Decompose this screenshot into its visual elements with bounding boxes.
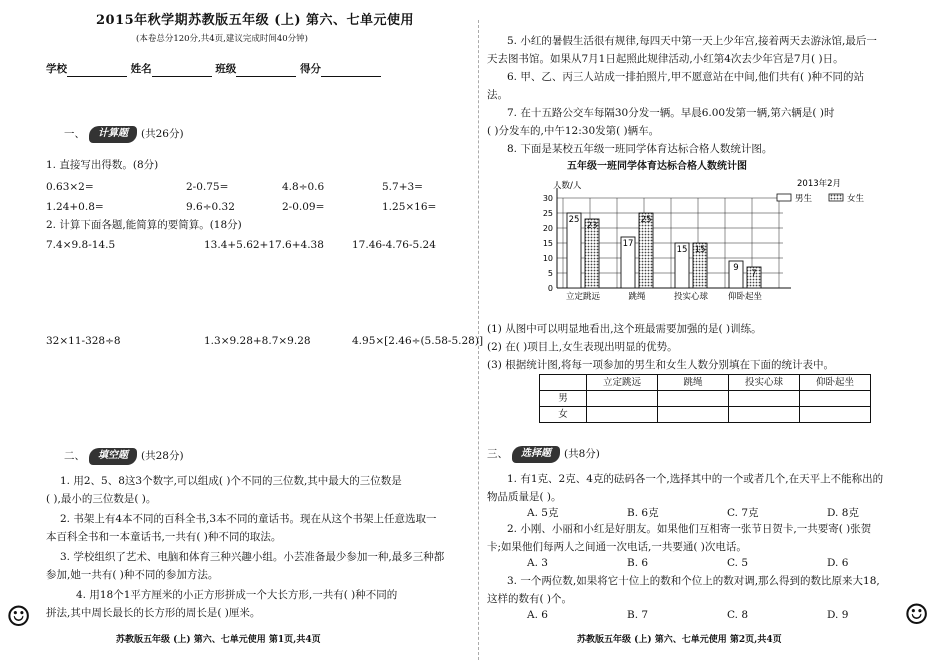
stats-table — [539, 374, 871, 423]
y-tick-label: 30 — [542, 194, 553, 203]
q2-item: 13.4+5.62+17.6+4.38 — [204, 239, 324, 251]
mascot-icon: ☺ — [6, 600, 32, 633]
data-label: 25 — [640, 215, 652, 225]
choice-option[interactable]: B. 7 — [627, 609, 649, 621]
q1-item: 4.8÷0.6 — [282, 181, 325, 193]
question-2: 2. 计算下面各题,能简算的要简算。(18分) — [46, 219, 242, 231]
left-column — [46, 0, 484, 672]
fill-question-3: 3. 学校组织了艺术、电脑和体育三种兴趣小组。小芸准备最少参加一种,最多三种都 — [60, 551, 445, 563]
y-tick-label: 20 — [542, 224, 553, 233]
data-label: 7 — [751, 269, 757, 279]
fill-question-6: 6. 甲、乙、丙三人站成一排拍照片,甲不愿意站在中间,他们共有( )种不同的站 — [507, 71, 865, 83]
choice-question-3b: 这样的数有( )个。 — [487, 593, 573, 605]
q1-item: 2-0.75= — [186, 181, 229, 193]
name-field[interactable] — [152, 66, 212, 77]
y-tick-label: 0 — [547, 284, 553, 293]
choice-option[interactable]: C. 8 — [727, 609, 749, 621]
chart-question-1: (1) 从图中可以明显地看出,这个班最需要加强的是( )训练。 — [487, 323, 762, 335]
table-cell[interactable] — [587, 407, 658, 423]
table-cell[interactable] — [729, 407, 800, 423]
q2-item: 4.95×[2.46÷(5.58-5.28)] — [352, 335, 484, 347]
data-label: 15 — [676, 245, 688, 255]
q2-item: 32×11-328÷8 — [46, 335, 121, 347]
fill-question-4b: 拼法,其中周长最长的长方形的周长是( )厘米。 — [46, 607, 261, 619]
info-row: 学校 姓名 班级 得分 — [46, 62, 381, 77]
legend-label: 女生 — [847, 194, 865, 204]
bar-chart — [527, 176, 917, 306]
fill-question-7: 7. 在十五路公交车每隔30分发一辆。早晨6.00发第一辆,第六辆是( )时 — [507, 107, 835, 119]
choice-option[interactable]: D. 8克 — [827, 507, 859, 519]
fill-question-2: 2. 书架上有4本不同的百科全书,3本不同的童话书。现在从这个书架上任意选取一 — [60, 513, 437, 525]
choice-question-1b: 物品质量是( )。 — [487, 491, 562, 503]
choice-option[interactable]: D. 9 — [827, 609, 849, 621]
table-row: 立定跳远 跳绳 投实心球 仰卧起坐 — [540, 375, 871, 391]
choice-option[interactable]: A. 6 — [527, 609, 548, 621]
q2-item: 1.3×9.28+8.7×9.28 — [204, 335, 311, 347]
section-2-header: 二、 填空题 (共28分) — [64, 448, 184, 465]
data-label: 17 — [622, 239, 634, 249]
fill-question-1: 1. 用2、5、8这3个数字,可以组成( )个不同的三位数,其中最大的三位数是 — [60, 475, 402, 487]
choice-question-2b: 卡;如果他们每两人之间通一次电话,一共要通( )次电话。 — [487, 541, 747, 553]
fill-question-8: 8. 下面是某校五年级一班同学体育达标合格人数统计图。 — [507, 143, 773, 155]
category-label: 跳绳 — [628, 292, 646, 302]
category-label: 立定跳远 — [565, 292, 601, 302]
column-divider — [478, 20, 480, 660]
choice-question-2: 2. 小刚、小丽和小红是好朋友。如果他们互相寄一张节日贺卡,一共要寄( )张贺 — [507, 523, 872, 535]
page-footer-left: 苏教版五年级 (上) 第六、七单元使用 第1页,共4页 — [116, 635, 321, 645]
q2-item: 7.4×9.8-14.5 — [46, 239, 116, 251]
table-cell[interactable] — [800, 407, 871, 423]
q1-item: 2-0.09= — [282, 201, 325, 213]
q1-item: 1.25×16= — [382, 201, 437, 213]
fill-question-3b: 参加,她一共有( )种不同的参加方法。 — [46, 569, 219, 581]
chart-question-2: (2) 在( )项目上,女生表现出明显的优势。 — [487, 341, 678, 353]
class-field[interactable] — [236, 66, 296, 77]
fill-question-7b: ( )分发车的,中午12:30发第( )辆车。 — [487, 125, 660, 137]
school-field[interactable] — [67, 66, 127, 77]
choice-option[interactable]: C. 5 — [727, 557, 749, 569]
section-1-badge: 计算题 — [89, 126, 137, 143]
page-footer-right: 苏教版五年级 (上) 第六、七单元使用 第2页,共4页 — [577, 635, 782, 645]
fill-question-4: 4. 用18个1平方厘米的小正方形拼成一个大长方形,一共有( )种不同的 — [76, 589, 398, 601]
chart-question-3: (3) 根据统计图,将每一项参加的男生和女生人数分别填在下面的统计表中。 — [487, 359, 835, 371]
fill-question-6b: 法。 — [487, 89, 508, 101]
section-1-header: 一、 计算题 (共26分) — [64, 126, 184, 143]
mascot-icon: ☺ — [904, 598, 930, 631]
table-cell[interactable] — [729, 391, 800, 407]
section-2-badge: 填空题 — [89, 448, 137, 465]
table-cell[interactable] — [587, 391, 658, 407]
exam-title: 2015年秋学期苏教版五年级 (上) 第六、七单元使用 — [96, 13, 415, 28]
choice-option[interactable]: A. 3 — [527, 557, 548, 569]
table-cell[interactable] — [800, 391, 871, 407]
table-row: 女 — [540, 407, 871, 423]
choice-question-1: 1. 有1克、2克、4克的砝码各一个,选择其中的一个或者几个,在天平上不能称出的 — [507, 473, 884, 485]
choice-question-3: 3. 一个两位数,如果将它十位上的数和个位上的数对调,那么得到的数比原来大18, — [507, 575, 880, 587]
choice-option[interactable]: B. 6 — [627, 557, 649, 569]
choice-option[interactable]: B. 6克 — [627, 507, 659, 519]
y-tick-label: 5 — [547, 269, 553, 278]
choice-option[interactable]: A. 5克 — [527, 507, 559, 519]
question-1: 1. 直接写出得数。(8分) — [46, 159, 159, 171]
legend-label: 男生 — [795, 194, 813, 204]
table-cell[interactable] — [658, 407, 729, 423]
y-tick-label: 25 — [542, 209, 553, 218]
fill-question-2b: 本百科全书和一本童话书,一共有( )种不同的取法。 — [46, 531, 282, 543]
right-column — [487, 0, 917, 672]
legend-swatch-boys — [777, 194, 791, 201]
q1-item: 0.63×2= — [46, 181, 94, 193]
q2-item: 17.46-4.76-5.24 — [352, 239, 436, 251]
category-label: 投实心球 — [673, 292, 709, 302]
choice-option[interactable]: C. 7克 — [727, 507, 759, 519]
chart-title: 五年级一班同学体育达标合格人数统计图 — [567, 161, 747, 172]
y-tick-label: 10 — [542, 254, 553, 263]
section-3-header: 三、 选择题 (共8分) — [487, 446, 600, 463]
q1-item: 1.24+0.8= — [46, 201, 104, 213]
choice-option[interactable]: D. 6 — [827, 557, 849, 569]
data-label: 15 — [694, 245, 706, 255]
y-axis-label: 人数/人 — [553, 181, 582, 191]
exam-subtitle: (本卷总分120分,共4页,建议完成时间40分钟) — [136, 34, 308, 44]
section-3-badge: 选择题 — [512, 446, 560, 463]
data-label: 25 — [568, 215, 580, 225]
category-label: 仰卧起坐 — [727, 292, 763, 302]
q1-item: 5.7+3= — [382, 181, 423, 193]
score-field[interactable] — [321, 66, 381, 77]
legend-swatch-girls — [829, 194, 843, 201]
q1-item: 9.6÷0.32 — [186, 201, 235, 213]
fill-question-1b: ( ),最小的三位数是( )。 — [46, 493, 157, 505]
fill-question-5b: 天去图书馆。如果从7月1日起照此规律活动,小红第4次去少年宫是7月( )日。 — [487, 53, 844, 65]
data-label: 23 — [586, 221, 598, 231]
fill-question-5: 5. 小红的暑假生活很有规律,每四天中第一天上少年宫,接着两天去游泳馆,最后一 — [507, 35, 877, 47]
chart-date: 2013年2月 — [797, 179, 842, 189]
y-tick-label: 15 — [542, 239, 553, 248]
table-row: 男 — [540, 391, 871, 407]
table-cell[interactable] — [658, 391, 729, 407]
data-label: 9 — [733, 263, 739, 273]
